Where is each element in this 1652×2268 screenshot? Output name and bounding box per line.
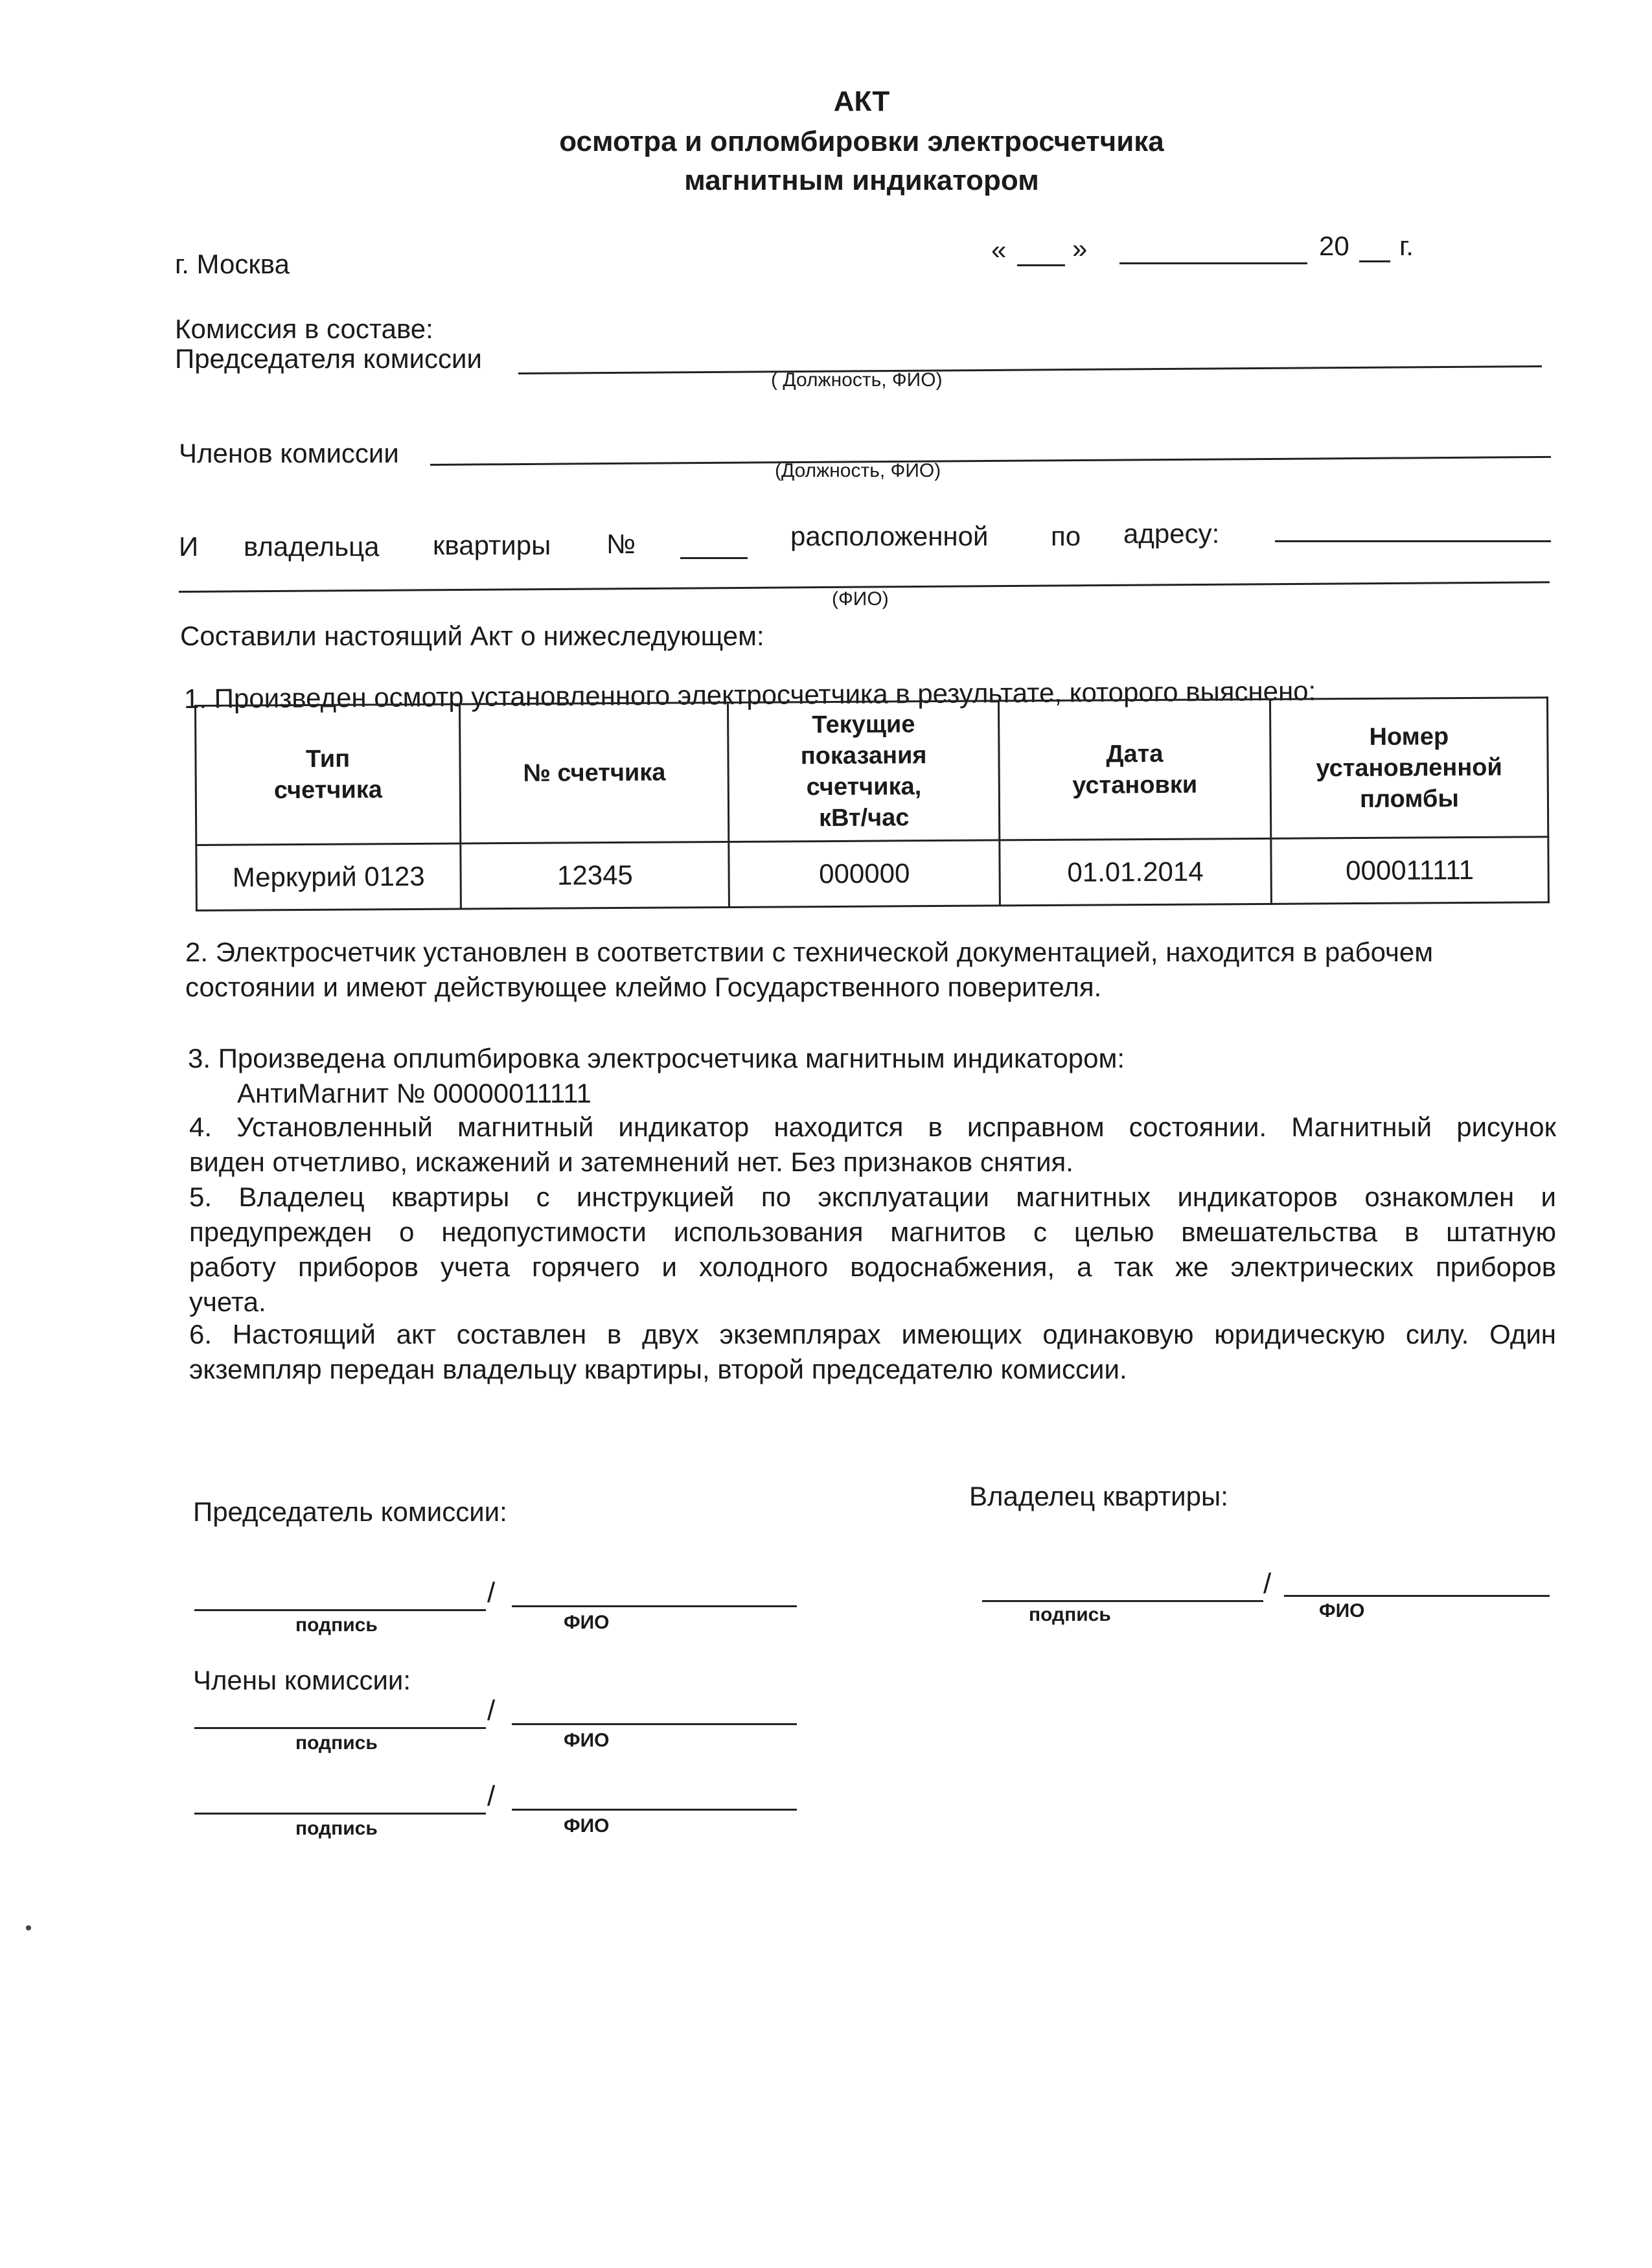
header-text: Тип [305, 745, 350, 773]
member2-sign-line [194, 1813, 486, 1815]
member1-name-caption: ФИО [564, 1730, 610, 1751]
located-word-3: адресу: [1123, 518, 1220, 549]
owner-name-caption: ФИО [1319, 1600, 1365, 1621]
table-header-row [196, 698, 1548, 845]
sig-members-label: Члены комиссии: [193, 1665, 411, 1695]
header-text: Номер [1369, 723, 1449, 751]
document-title: АКТ [833, 86, 890, 117]
chairman-name-line [512, 1605, 797, 1607]
header-seal-number [1270, 698, 1548, 839]
owner-word-i: И [179, 531, 199, 562]
header-text: № счетчика [523, 759, 666, 787]
date-close-quote: » [1072, 233, 1088, 264]
owner-sign-caption: подпись [1029, 1604, 1111, 1625]
member1-sign-caption: подпись [295, 1732, 378, 1754]
item-5-line-3: работу приборов учета горячего и холодного водоснабжения, а так же электрических приборов [189, 1252, 1556, 1282]
date-year-prefix: 20 [1319, 231, 1349, 261]
document-subtitle-1: осмотра и опломбировки электросчетчика [559, 126, 1164, 157]
item-1: 1. Произведен осмотр установленного электросчетчика в результате, которого выяснено: [183, 675, 1316, 714]
owner-word-apartment: квартиры [433, 530, 551, 560]
member2-sign-caption: подпись [295, 1818, 378, 1839]
item-5-line-4: учета. [189, 1287, 266, 1317]
cell-seal-number: 000011111 [1271, 837, 1549, 904]
member1-sign-line [194, 1727, 486, 1729]
table-row [196, 837, 1549, 911]
members-label: Членов комиссии [179, 438, 399, 468]
cell-meter-type: Меркурий 0123 [196, 843, 461, 910]
header-meter-number [460, 702, 729, 843]
item-3-line-2: АнтиМагнит № 00000011111 [237, 1078, 591, 1108]
header-install-date [998, 699, 1270, 840]
commission-intro: Комиссия в составе: [175, 314, 433, 344]
date-year-line [1359, 260, 1390, 262]
header-text: пломбы [1359, 785, 1459, 814]
owner-word-number: № [606, 529, 636, 559]
item-2-line-1: 2. Электросчетчик установлен в соответствии с технической документацией, находится в рабочем [185, 937, 1434, 967]
chairman-slash: / [487, 1577, 496, 1609]
date-year-suffix: г. [1399, 231, 1414, 261]
item-3-line-1: 3. Произведена оплumбировка электросчетчика магнитным индикатором: [188, 1043, 1125, 1073]
header-text: Дата [1106, 740, 1164, 768]
chairman-name-caption: ФИО [564, 1612, 610, 1633]
item-5-line-1: 5. Владелец квартиры с инструкцией по эксплуатации магнитных индикаторов ознакомлен и [189, 1182, 1556, 1212]
member1-name-line [512, 1723, 797, 1725]
cell-install-date: 01.01.2014 [1000, 838, 1272, 906]
item-6-line-1: 6. Настоящий акт составлен в двух экземплярах имеющих одинаковую юридическую силу. Один [189, 1319, 1556, 1349]
date-open-quote: « [991, 235, 1007, 265]
item-5-line-2: предупрежден о недопустимости использования магнитов с целью вмешательства в штатную [189, 1217, 1556, 1247]
members-line [430, 456, 1551, 466]
date-month-line [1119, 262, 1307, 264]
located-word-2: по [1051, 521, 1081, 551]
item-4-line-1: 4. Установленный магнитный индикатор находится в исправном состоянии. Магнитный рисунок [189, 1112, 1556, 1142]
header-text: установленной [1316, 753, 1502, 783]
chairman-sign-line [194, 1609, 486, 1611]
members-caption: (Должность, ФИО) [775, 460, 941, 481]
header-text: Текущие [812, 711, 915, 739]
member2-slash: / [487, 1780, 496, 1812]
chairman-line [518, 365, 1542, 374]
header-text: счетчика, [806, 773, 922, 801]
header-text: кВт/час [818, 804, 910, 832]
owner-word-owner: владельца [244, 531, 380, 562]
member2-name-caption: ФИО [564, 1815, 610, 1837]
date-day-line [1017, 264, 1065, 266]
owner-caption: (ФИО) [832, 588, 889, 610]
header-text: счетчика [273, 776, 383, 805]
item-2-line-2: состоянии и имеют действующее клеймо Государственного поверителя. [185, 972, 1102, 1002]
owner-sign-line [982, 1600, 1263, 1602]
member1-slash: / [487, 1695, 496, 1726]
sig-chairman-label: Председатель комиссии: [193, 1496, 507, 1527]
cell-meter-number: 12345 [461, 842, 729, 909]
intro-statement: Составили настоящий Акт о нижеследующем: [180, 621, 764, 651]
chairman-caption: ( Должность, ФИО) [771, 369, 943, 391]
header-meter-type [196, 704, 461, 845]
item-6-line-2: экземпляр передан владельцу квартиры, второй председателю комиссии. [189, 1354, 1127, 1384]
cell-current-reading: 000000 [729, 840, 1000, 908]
located-word-1: расположенной [790, 521, 989, 551]
header-text: установки [1072, 771, 1198, 799]
address-line [1275, 540, 1551, 542]
document-subtitle-2: магнитным индикатором [684, 165, 1039, 196]
member2-name-line [512, 1809, 797, 1811]
chairman-label: Председателя комиссии [175, 343, 482, 374]
apartment-number-line [680, 557, 748, 559]
chairman-sign-caption: подпись [295, 1614, 378, 1636]
header-current-reading [728, 701, 1000, 842]
city: г. Москва [175, 249, 290, 279]
item-4-line-2: виден отчетливо, искажений и затемнений нет. Без признаков снятия. [189, 1147, 1073, 1177]
sig-owner-label: Владелец квартиры: [969, 1481, 1228, 1511]
header-text: показания [800, 742, 927, 770]
owner-name-line [1284, 1595, 1550, 1597]
meter-table [194, 696, 1550, 911]
owner-slash: / [1263, 1568, 1272, 1599]
scan-speck [26, 1925, 31, 1930]
